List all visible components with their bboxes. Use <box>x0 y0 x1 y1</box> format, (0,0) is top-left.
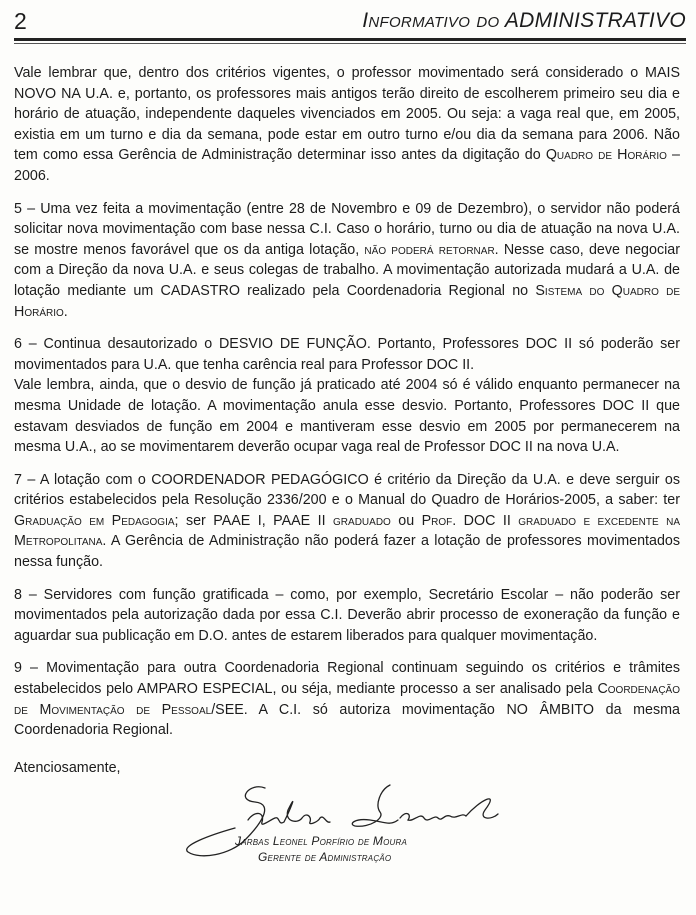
text-smallcaps: Prof. <box>421 512 457 529</box>
text: ; ser PAAE I, PAAE II <box>174 512 334 529</box>
header-rule <box>14 38 686 41</box>
text-smallcaps: graduado e excedente na Metropolitana <box>14 512 680 550</box>
text: – 2006. <box>14 147 680 184</box>
signature-stroke-eonel <box>400 799 498 820</box>
paragraph-intro <box>14 63 680 187</box>
paragraph-item-8: 8 – Servidores com função gratificada – como, por exemplo, Secretário Escolar – não poderão ser movimentados pela autorização dada por essa C.I. Deverão abrir processo de exoneração da função e aguardar sua publicação em D.O. antes de estarem liberados para qualquer movimentação. <box>14 586 680 644</box>
text-smallcaps: não poderá retornar <box>364 241 495 258</box>
text: . <box>63 303 68 320</box>
text: /SEE. A C.I. só autoriza movimentação NO ÂMBITO da mesma Coordenadoria Regional. <box>14 701 680 739</box>
page-number: 2 <box>14 8 27 34</box>
text: 5 – Uma vez feita a movimentação (entre 28 de Novembro e 09 de Dezembro), o servidor não poderá solicitar nova movimentação com base nessa C.I. Caso o horário, turno ou dia de atuação na nova U.A. se mostre menos favorável que os da antiga lotação, <box>14 200 680 258</box>
text: . Nesse caso, deve negociar com a Direção da nova U.A. e seus colegas de trabalho. A movimentação autorizada mudará a U.A. de lotação mediante um CADASTRO realizado pela Coordenadoria Regional no <box>14 241 680 299</box>
paragraph-item-5 <box>14 199 680 323</box>
handwritten-signature <box>180 780 510 860</box>
text: DOC II <box>456 512 519 529</box>
text-smallcaps: Coordenação de Movimentação de Pessoal <box>14 681 680 718</box>
text: 9 – Movimentação para outra Coordenadoria Regional continuam seguindo os critérios e trâmites estabelecidos pelo AMPARO ESPECIAL, ou séja, mediante processo a ser analisado pela <box>14 660 680 698</box>
paragraph-item-6 <box>14 334 680 458</box>
paragraph-item-9 <box>14 658 680 740</box>
text-smallcaps: Quadro de Horário <box>545 147 667 164</box>
text-smallcaps: Sistema do Quadro de Horário <box>14 282 680 320</box>
paragraph-item-7 <box>14 470 680 573</box>
page-header <box>14 6 686 40</box>
signatory-name: Jarbas Leonel Porfírio de Moura <box>235 834 408 848</box>
text: 7 – A lotação com o COORDENADOR PEDAGÓGICO é critério da Direção da U.A. e deve serguir os critérios estabelecidos pela Resolução 2336/200 e o Manual do Quadro de Horários-2005, a saber: ter <box>14 471 680 509</box>
text-smallcaps: graduado <box>333 512 391 529</box>
text: 6 – Continua desautorizado o DESVIO DE FUNÇÃO. Portanto, Professores DOC II só poderão ser movimentados para U.A. que tenha carência real para Professor DOC II. <box>14 336 680 373</box>
header-rule-thin <box>14 43 686 44</box>
signatory-role: Gerente de Administração <box>258 850 392 864</box>
text: Vale lembra, ainda, que o desvio de função já praticado até 2004 só é válido enquanto permanecer na mesma Unidade de lotação. A movimentação anula esse desvio. Portanto, Professores DOC II que estavam desviados de função em 2004 e mantiveram esse desvio em 2005 por permanecerem na mesma U.A., ao se movimentarem deverão ocupar vaga real de Professor DOC II na nova U.A. <box>14 377 680 456</box>
text: Vale lembrar que, dentro dos critérios vigentes, o professor movimentado será considerado o MAIS NOVO NA U.A. e, portanto, os professores mais antigos terão direito de escolherem primeiro seu dia e horário de atuação, independente daqueles vivenciados em 2005. Ou seja: a vaga real que, em 2005, existia em um turno e dia da semana, pode estar em outro turno e/ou dia da semana para 2006. Não tem como essa Gerência de Administração determinar isso antes da digitação do <box>14 65 680 164</box>
newsletter-title: Informativo do ADMINISTRATIVO <box>362 9 686 32</box>
closing-salutation: Atenciosamente, <box>14 760 121 776</box>
signature-stroke-l <box>352 785 398 826</box>
text: ou <box>390 512 422 529</box>
text-smallcaps: Graduação em Pedagogia <box>14 512 175 529</box>
document-body <box>14 63 680 753</box>
text: . A Gerência de Administração não poderá fazer a lotação de professores movimentados nessa função. <box>14 533 680 571</box>
